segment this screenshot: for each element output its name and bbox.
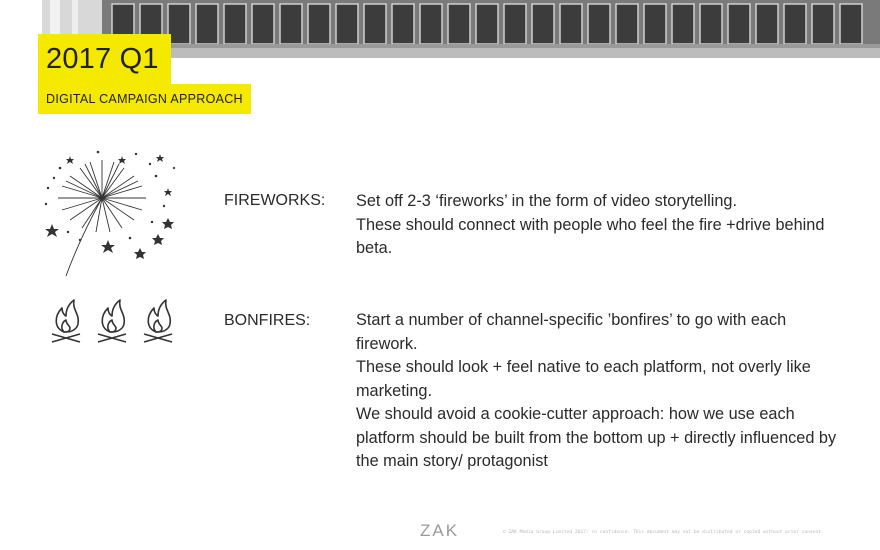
fireworks-line: Set off 2-3 ‘fireworks’ in the form of video storytelling. [356,192,737,210]
page-title: 2017 Q1 [46,42,159,75]
bonfires-line: Start a number of channel-specific ’bonfires’ to go with each firework. [356,311,787,353]
bonfire-icon [98,300,126,342]
subtitle-highlight [38,84,251,114]
bonfire-icon [52,300,80,342]
bonfires-line: We should avoid a cookie-cutter approach: how we use each platform should be built from the bottom up + directly influenced by the main story/ protagonist [356,405,837,470]
title-highlight [38,34,171,84]
bonfires-description [356,309,846,474]
bonfires-line: These should look + feel native to each platform, not overly like marketing. [356,358,811,400]
fireworks-label: FIREWORKS: [224,192,326,209]
fireworks-description [356,190,846,261]
page-subtitle: DIGITAL CAMPAIGN APPROACH [46,92,243,106]
fireworks-line: These should connect with people who feel the fire +drive behind beta. [356,215,825,257]
fireworks-icon [40,148,180,280]
footer-confidentiality-note: © ZAK Media Group Limited 2017: in confidence. This document may not be distributed or copied without prior consent. [503,530,824,535]
bonfires-icon-group [48,298,178,346]
bonfire-icon [144,300,172,342]
bonfires-label: BONFIRES: [224,312,311,329]
footer-logo: ZAK [420,521,460,540]
